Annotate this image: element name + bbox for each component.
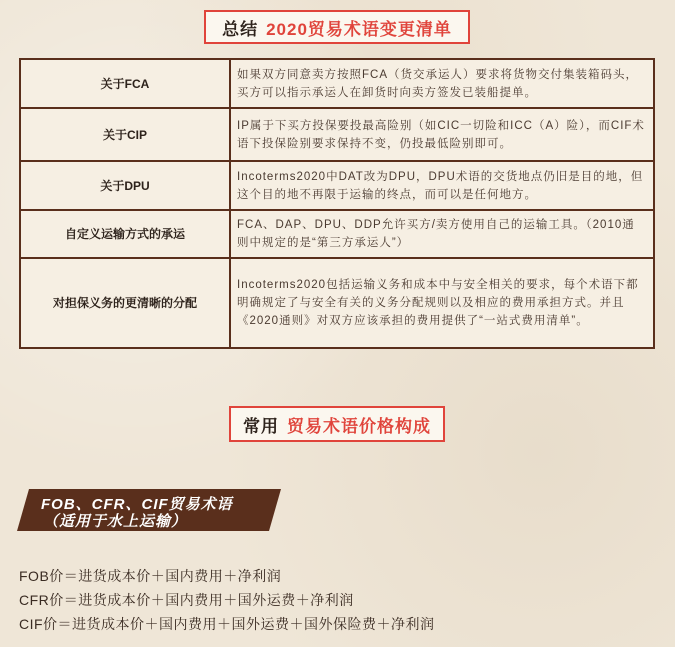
- section-title-pricing: [229, 406, 445, 442]
- trade-terms-banner: [17, 489, 281, 531]
- section-title-accent: 2020贸易术语变更清单: [266, 19, 452, 39]
- row-key: 自定义运输方式的承运: [20, 210, 230, 258]
- row-key: 关于FCA: [20, 59, 230, 108]
- section-title-summary: [204, 10, 470, 44]
- table-row: [20, 108, 654, 161]
- row-value: FCA、DAP、DPU、DDP允许买方/卖方使用自己的运输工具。（2010通则中规定的是“第三方承运人”）: [230, 210, 654, 258]
- row-value: 如果双方同意卖方按照FCA（货交承运人）要求将货物交付集装箱码头，买方可以指示承运人在卸货时向卖方签发已装船提单。: [230, 59, 654, 108]
- row-key: 对担保义务的更清晰的分配: [20, 258, 230, 348]
- table-row: [20, 59, 654, 108]
- table-row: [20, 258, 654, 348]
- banner-line2: （适用于水上运输）: [43, 513, 188, 530]
- row-key: 关于DPU: [20, 161, 230, 210]
- formula-fob: FOB价＝进货成本价＋国内费用＋净利润: [19, 568, 282, 584]
- row-value: Incoterms2020中DAT改为DPU，DPU术语的交货地点仍旧是目的地，但这个目的地不再限于运输的终点，而可以是任何地方。: [230, 161, 654, 210]
- row-value: Incoterms2020包括运输义务和成本中与安全相关的要求，每个术语下都明确规定了与安全有关的义务分配规则以及相应的费用承担方式。并且《2020通则》对双方应该承担的费用提供了“一站式费用清单”。: [230, 258, 654, 348]
- table-row: [20, 161, 654, 210]
- section-title-plain: 常用: [243, 416, 279, 436]
- section-title-plain: 总结: [222, 19, 259, 39]
- formula-cfr: CFR价＝进货成本价＋国内费用＋国外运费＋净利润: [19, 592, 354, 608]
- row-value: IP属于下买方投保要投最高险别（如CIC一切险和ICC（A）险），而CIF术语下投保险别要求保持不变，仍投最低险别即可。: [230, 108, 654, 161]
- section-title-accent: 贸易术语价格构成: [287, 416, 431, 436]
- table-row: [20, 210, 654, 258]
- row-key: 关于CIP: [20, 108, 230, 161]
- terms-change-table: [19, 58, 655, 349]
- banner-line1: FOB、CFR、CIF贸易术语: [41, 496, 233, 513]
- formula-cif: CIF价＝进货成本价＋国内费用＋国外运费＋国外保险费＋净利润: [19, 616, 435, 632]
